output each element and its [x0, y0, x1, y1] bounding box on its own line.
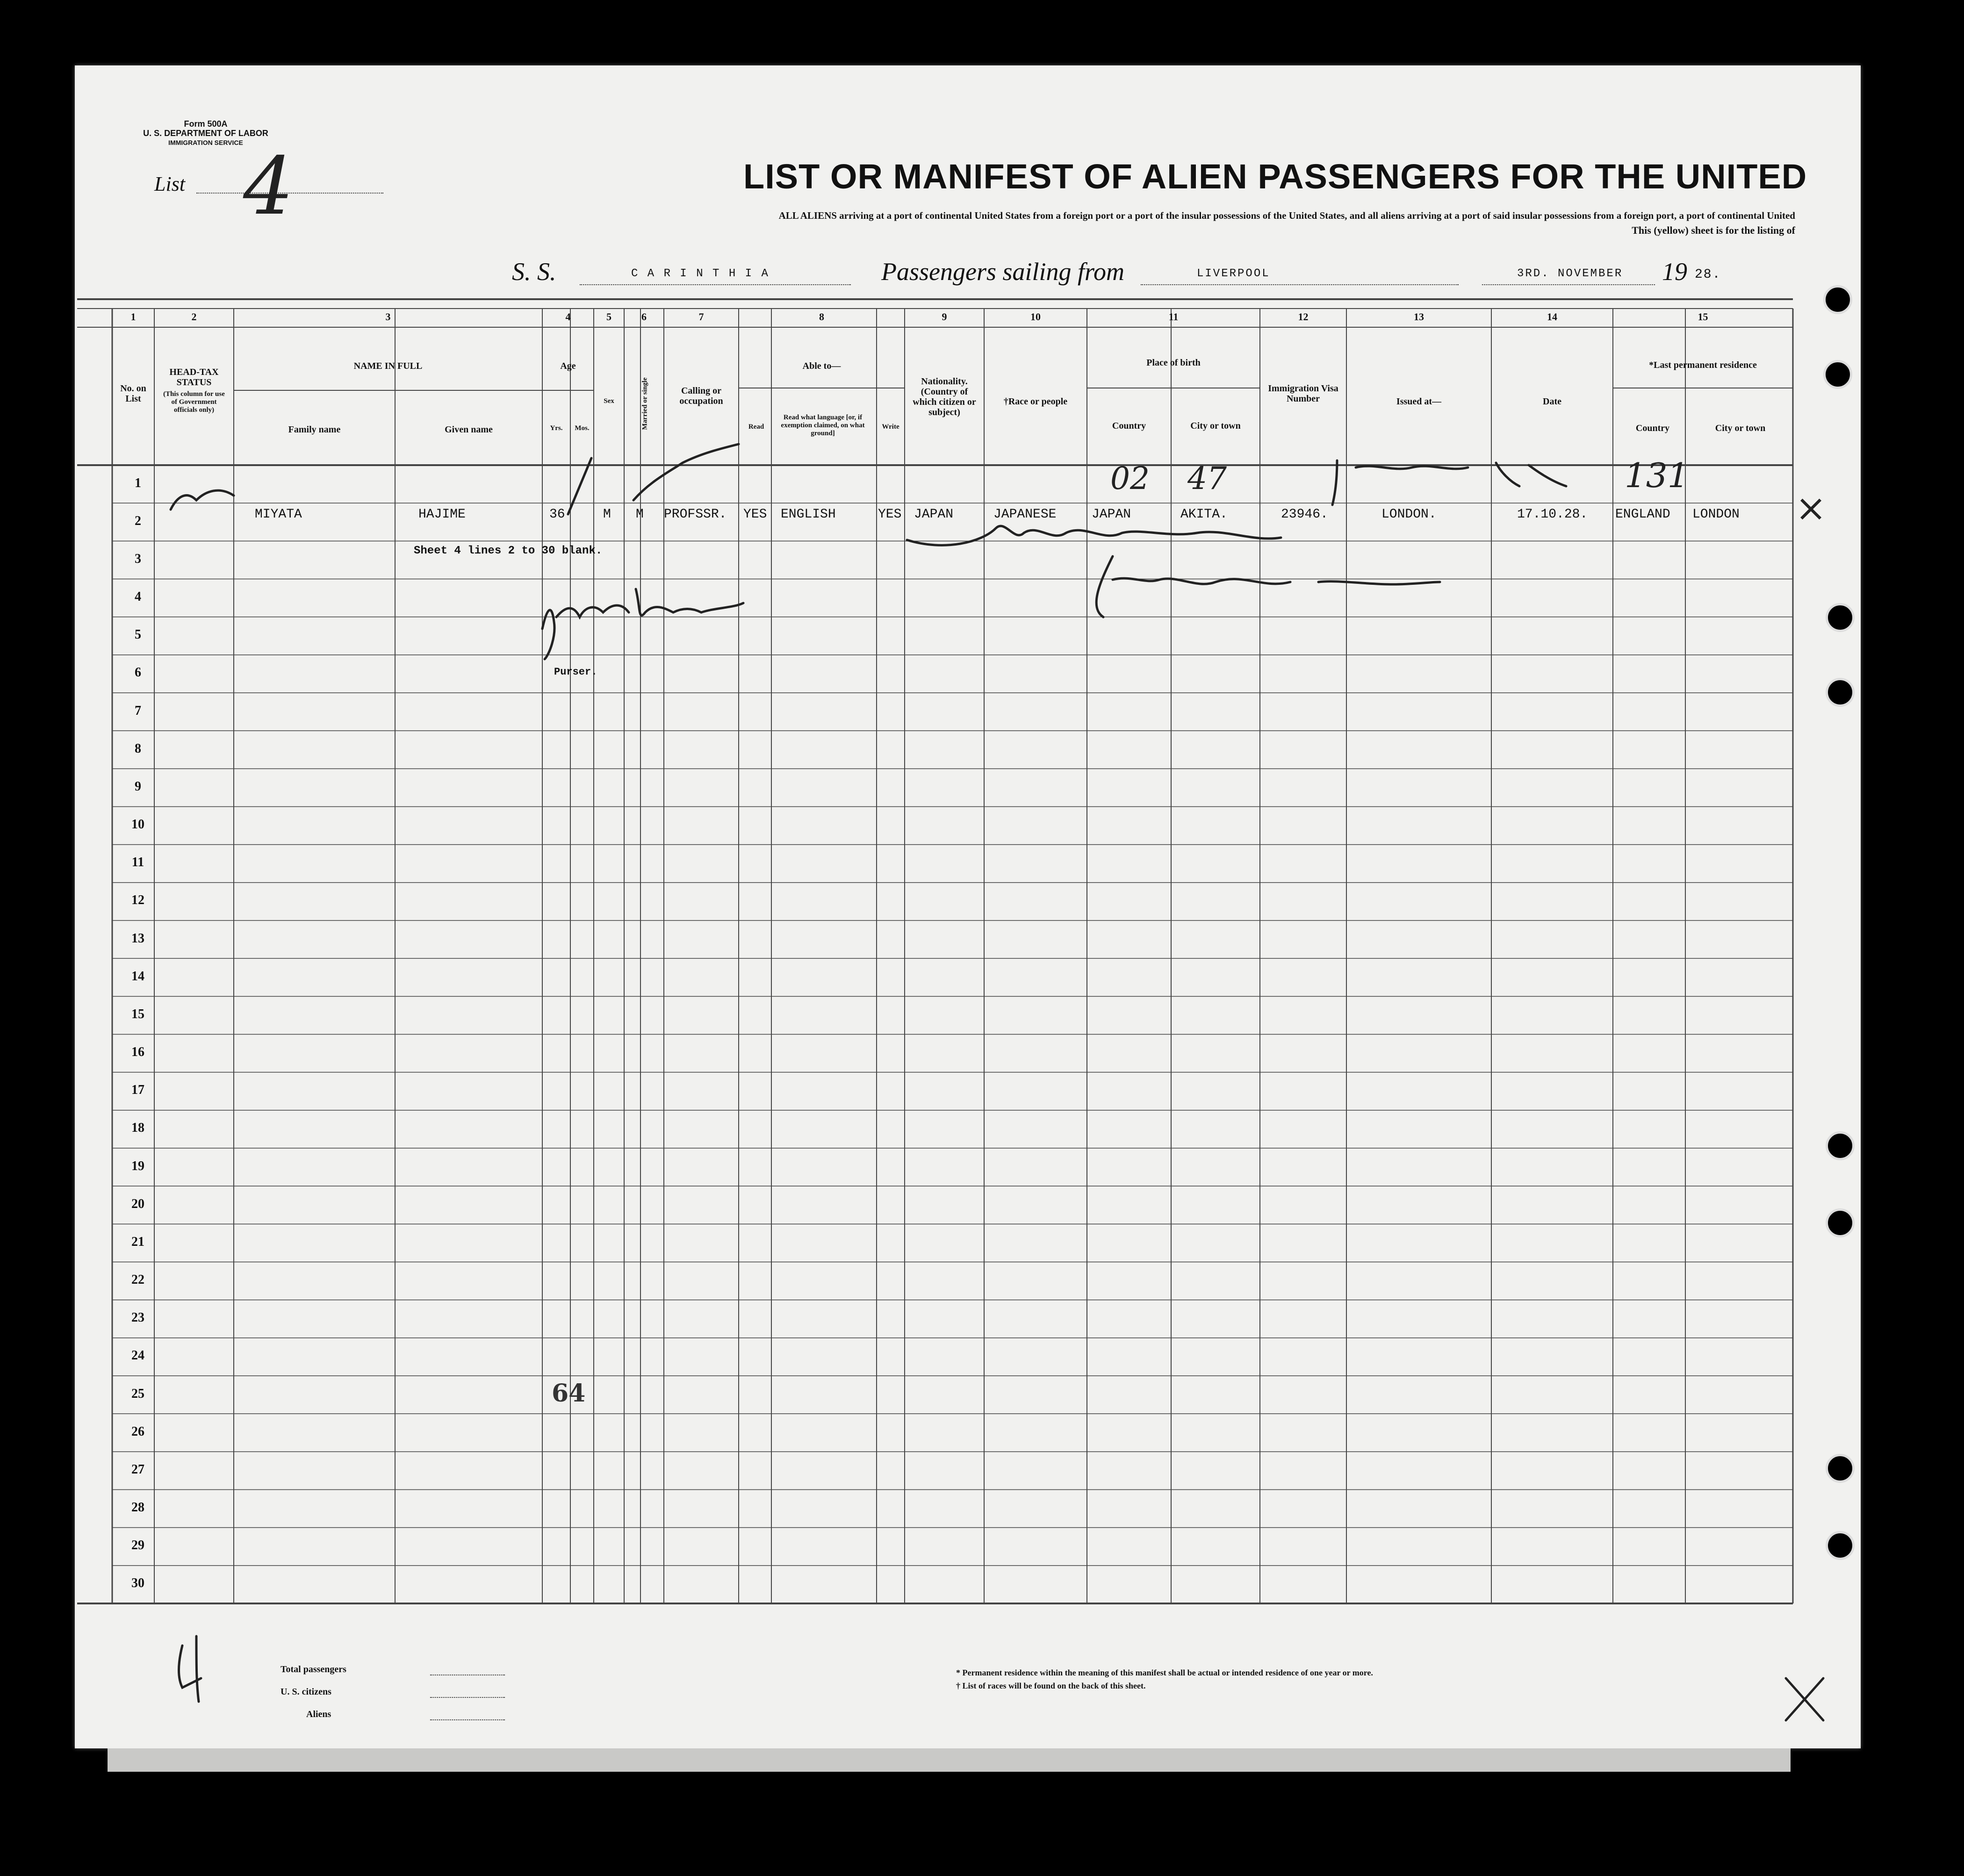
- entry-given-name: HAJIME: [418, 507, 466, 522]
- sailing-label: Passengers sailing from: [881, 258, 1125, 286]
- row-number: 20: [131, 1196, 144, 1211]
- row-number: 25: [131, 1386, 144, 1401]
- row-number: 29: [131, 1538, 144, 1553]
- header-sex: Sex: [604, 397, 614, 405]
- row-number: 12: [131, 893, 144, 908]
- foot-cross-mark: [1786, 1678, 1823, 1720]
- header-res-country: Country: [1635, 423, 1670, 433]
- purser-signature: [542, 589, 743, 659]
- row-number: 5: [135, 627, 141, 642]
- row-number: 16: [131, 1045, 144, 1060]
- entry-family-name: MIYATA: [255, 507, 302, 522]
- row-number: 23: [131, 1310, 144, 1325]
- row-number: 7: [135, 703, 141, 718]
- ship-name: C A R I N T H I A: [631, 267, 770, 280]
- row-number: 28: [131, 1500, 144, 1515]
- header-head-tax-note: (This column for use of Government officials only): [163, 390, 225, 414]
- header-res-city: City or town: [1715, 423, 1766, 433]
- port-name: LIVERPOOL: [1197, 267, 1270, 280]
- col-number-2: 2: [191, 311, 197, 323]
- entry-age-yrs: 36: [549, 507, 565, 522]
- header-married: Married or single: [641, 377, 649, 430]
- entry-res-country: ENGLAND: [1615, 507, 1670, 522]
- entry-race: JAPANESE: [993, 507, 1057, 522]
- hand-code-131: 131: [1625, 456, 1689, 495]
- header-issued-at: Issued at—: [1396, 396, 1442, 407]
- entry-visa-number: 23946.: [1281, 507, 1328, 522]
- row-number: 8: [135, 741, 141, 756]
- col-number-1: 1: [130, 311, 136, 323]
- citizens-underline: [430, 1697, 505, 1698]
- header-place-of-birth: Place of birth: [1146, 358, 1201, 368]
- entry-sex: M: [603, 507, 611, 522]
- footer-note-races: † List of races will be found on the back of this sheet.: [956, 1681, 1146, 1690]
- row-number: 1: [135, 475, 141, 490]
- row-number: 24: [131, 1348, 144, 1363]
- entry-nationality: JAPAN: [914, 507, 954, 522]
- inspector-signature: [907, 526, 1281, 545]
- row-number: 2: [135, 513, 141, 528]
- row-number: 26: [131, 1424, 144, 1439]
- age-tick: [568, 458, 591, 514]
- foot-four-mark: [179, 1636, 201, 1702]
- entry-write: YES: [878, 507, 902, 522]
- blank-lines-note: Sheet 4 lines 2 to 30 blank.: [414, 545, 603, 557]
- header-birth-country: Country: [1112, 421, 1146, 431]
- col-number-5: 5: [606, 311, 612, 323]
- col-number-14: 14: [1547, 311, 1557, 323]
- row-number: 17: [131, 1083, 144, 1098]
- row-number: 4: [135, 589, 141, 604]
- row-number: 13: [131, 931, 144, 946]
- header-date: Date: [1543, 396, 1561, 407]
- header-birth-city: City or town: [1190, 421, 1241, 431]
- row-number: 6: [135, 665, 141, 680]
- entry-res-city: LONDON: [1692, 507, 1740, 522]
- row-number: 10: [131, 817, 144, 832]
- list-label: List: [154, 173, 186, 195]
- header-head-tax: HEAD-TAX STATUS: [169, 367, 219, 388]
- entry-issue-date: 17.10.28.: [1517, 507, 1588, 522]
- col-number-15: 15: [1698, 311, 1708, 323]
- entry-occupation: PROFSSR.: [664, 507, 727, 522]
- col-number-13: 13: [1414, 311, 1424, 323]
- list-number: 4: [243, 140, 294, 233]
- col-number-10: 10: [1030, 311, 1041, 323]
- form-line-1: Form 500A: [184, 119, 228, 129]
- year-suffix: 28.: [1695, 267, 1721, 282]
- sailing-date: 3RD. NOVEMBER: [1517, 267, 1623, 280]
- row-number: 9: [135, 779, 141, 794]
- header-mos: Mos.: [575, 424, 590, 432]
- ss-label: S. S.: [512, 258, 556, 286]
- header-name-in-full: NAME IN FULL: [353, 361, 423, 371]
- header-yrs: Yrs.: [550, 424, 563, 432]
- entry-birth-country: JAPAN: [1092, 507, 1131, 522]
- hand-code-02: 02: [1110, 460, 1150, 496]
- year-prefix: 19: [1662, 258, 1687, 286]
- header-read-language: Read what language [or, if exemption claimed, on what ground]: [781, 414, 865, 437]
- header-given-name: Given name: [445, 424, 493, 435]
- header-read: Read: [748, 423, 764, 431]
- header-calling: Calling or occupation: [679, 386, 723, 406]
- row-number: 22: [131, 1272, 144, 1287]
- col-number-12: 12: [1298, 311, 1309, 323]
- intro-line-1: ALL ALIENS arriving at a port of continental United States from a foreign port or a port of the insular possessions of the United States, and all aliens arriving at a port of said insular possessions from a foreign port, a port of continental United: [778, 210, 1795, 221]
- row-number: 19: [131, 1158, 144, 1173]
- row-number: 11: [131, 855, 144, 870]
- col-number-11: 11: [1168, 311, 1179, 323]
- col-number-7: 7: [698, 311, 704, 323]
- header-age: Age: [560, 361, 576, 371]
- occupation-scribble: [633, 444, 739, 500]
- col-number-9: 9: [942, 311, 947, 323]
- col-number-4: 4: [565, 311, 571, 323]
- row-number: 21: [131, 1234, 144, 1249]
- footer-total-passengers: Total passengers: [281, 1664, 346, 1675]
- entry-issued-at: LONDON.: [1381, 507, 1437, 522]
- manifest-title: LIST OR MANIFEST OF ALIEN PASSENGERS FOR THE UNITED: [743, 157, 1807, 196]
- col-number-8: 8: [819, 311, 824, 323]
- pen-mark-3: [1496, 463, 1566, 486]
- aliens-underline: [430, 1719, 505, 1720]
- footer-aliens: Aliens: [306, 1709, 331, 1719]
- intro-line-2: This (yellow) sheet is for the listing of: [1632, 224, 1795, 236]
- entry-read: YES: [743, 507, 767, 522]
- header-no-on-list: No. on List: [120, 383, 146, 404]
- hand-code-47: 47: [1187, 460, 1227, 496]
- row-number: 15: [131, 1006, 144, 1021]
- entry-birth-city: AKITA.: [1180, 507, 1228, 522]
- form-line-2: U. S. DEPARTMENT OF LABOR: [143, 129, 268, 138]
- purser-label: Purser.: [554, 666, 597, 678]
- row-number: 3: [135, 551, 141, 566]
- header-write: Write: [882, 423, 899, 431]
- row-number: 14: [131, 969, 144, 984]
- header-family-name: Family name: [288, 424, 341, 435]
- entry-language: ENGLISH: [781, 507, 836, 522]
- form-line-3: IMMIGRATION SERVICE: [168, 139, 243, 146]
- header-able-to: Able to—: [802, 361, 841, 371]
- row-number: 27: [131, 1462, 144, 1477]
- row-number: 30: [131, 1576, 144, 1591]
- header-nationality: Nationality. (Country of which citizen or subject): [913, 376, 976, 417]
- entry-marital: M: [636, 507, 644, 522]
- pen-mark-2: [1332, 460, 1468, 505]
- head-tax-mark: [171, 490, 234, 510]
- header-last-residence: *Last permanent residence: [1649, 360, 1757, 370]
- stamp-number: 64: [552, 1379, 586, 1408]
- header-race: †Race or people: [1003, 396, 1068, 407]
- footer-note-residence: * Permanent residence within the meaning of this manifest shall be actual or intended residence of one year or more.: [956, 1668, 1373, 1677]
- examiner-signature: [1096, 556, 1440, 617]
- header-visa-number: Immigration Visa Number: [1268, 383, 1338, 404]
- hand-check-mark: ×: [1795, 486, 1827, 530]
- col-number-6: 6: [641, 311, 647, 323]
- col-number-3: 3: [385, 311, 391, 323]
- footer-us-citizens: U. S. citizens: [281, 1687, 331, 1697]
- row-number: 18: [131, 1121, 144, 1136]
